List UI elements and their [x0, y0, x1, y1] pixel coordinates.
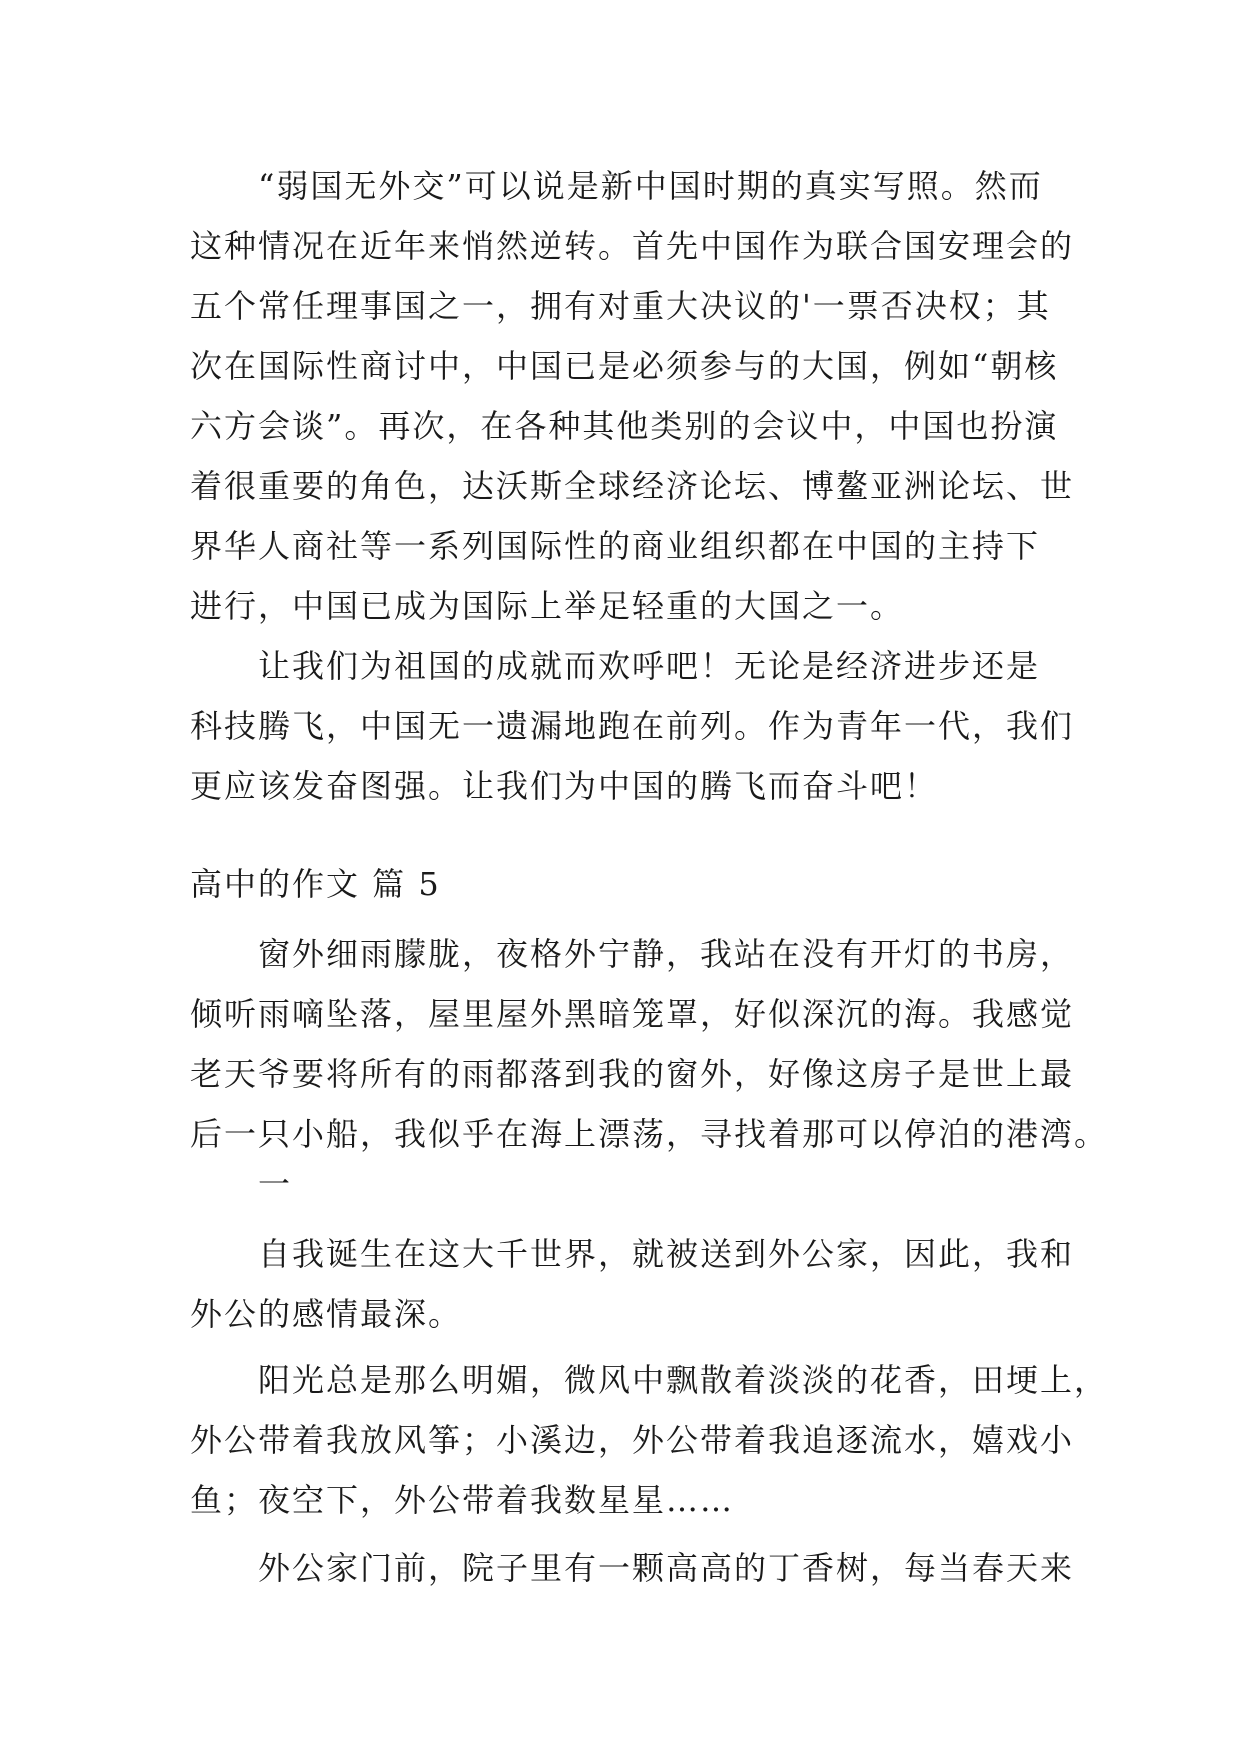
paragraph-line: 科技腾飞，中国无一遗漏地跑在前列。作为青年一代，我们	[190, 707, 1075, 745]
paragraph-line: 进行，中国已成为国际上举足轻重的大国之一。	[190, 587, 905, 625]
paragraph-line: 着很重要的角色，达沃斯全球经济论坛、博鳌亚洲论坛、世	[190, 467, 1075, 505]
paragraph-line: 后一只小船，我似乎在海上漂荡，寻找着那可以停泊的港湾。	[190, 1115, 1109, 1153]
paragraph-line: 倾听雨嘀坠落，屋里屋外黑暗笼罩，好似深沉的海。我感觉	[190, 995, 1075, 1033]
paragraph-line: “弱国无外交”可以说是新中国时期的真实写照。然而	[258, 167, 1043, 205]
paragraph-line: 界华人商社等一系列国际性的商业组织都在中国的主持下	[190, 527, 1041, 565]
paragraph-line: 更应该发奋图强。让我们为中国的腾飞而奋斗吧！	[190, 767, 939, 805]
paragraph-line: 鱼；夜空下，外公带着我数星星……	[190, 1481, 735, 1519]
paragraph-line: 一	[258, 1165, 293, 1203]
paragraph-line: 让我们为祖国的成就而欢呼吧！无论是经济进步还是	[258, 647, 1041, 685]
paragraph-line: 次在国际性商讨中，中国已是必须参与的大国，例如“朝核	[190, 347, 1059, 385]
paragraph-line: 外公的感情最深。	[190, 1295, 463, 1333]
paragraph-line: 外公家门前，院子里有一颗高高的丁香树，每当春天来	[258, 1549, 1075, 1587]
paragraph-line: 五个常任理事国之一，拥有对重大决议的'一票否决权；其	[190, 287, 1051, 325]
section-heading: 高中的作文 篇 5	[190, 865, 441, 903]
paragraph-line: 六方会谈”。再次，在各种其他类别的会议中，中国也扮演	[190, 407, 1059, 445]
paragraph-line: 自我诞生在这大千世界，就被送到外公家，因此，我和	[258, 1235, 1075, 1273]
paragraph-line: 窗外细雨朦胧，夜格外宁静，我站在没有开灯的书房，	[258, 935, 1075, 973]
paragraph-line: 这种情况在近年来悄然逆转。首先中国作为联合国安理会的	[190, 227, 1075, 265]
paragraph-line: 阳光总是那么明媚，微风中飘散着淡淡的花香，田埂上，	[258, 1361, 1109, 1399]
paragraph-line: 老天爷要将所有的雨都落到我的窗外，好像这房子是世上最	[190, 1055, 1075, 1093]
paragraph-line: 外公带着我放风筝；小溪边，外公带着我追逐流水，嬉戏小	[190, 1421, 1075, 1459]
